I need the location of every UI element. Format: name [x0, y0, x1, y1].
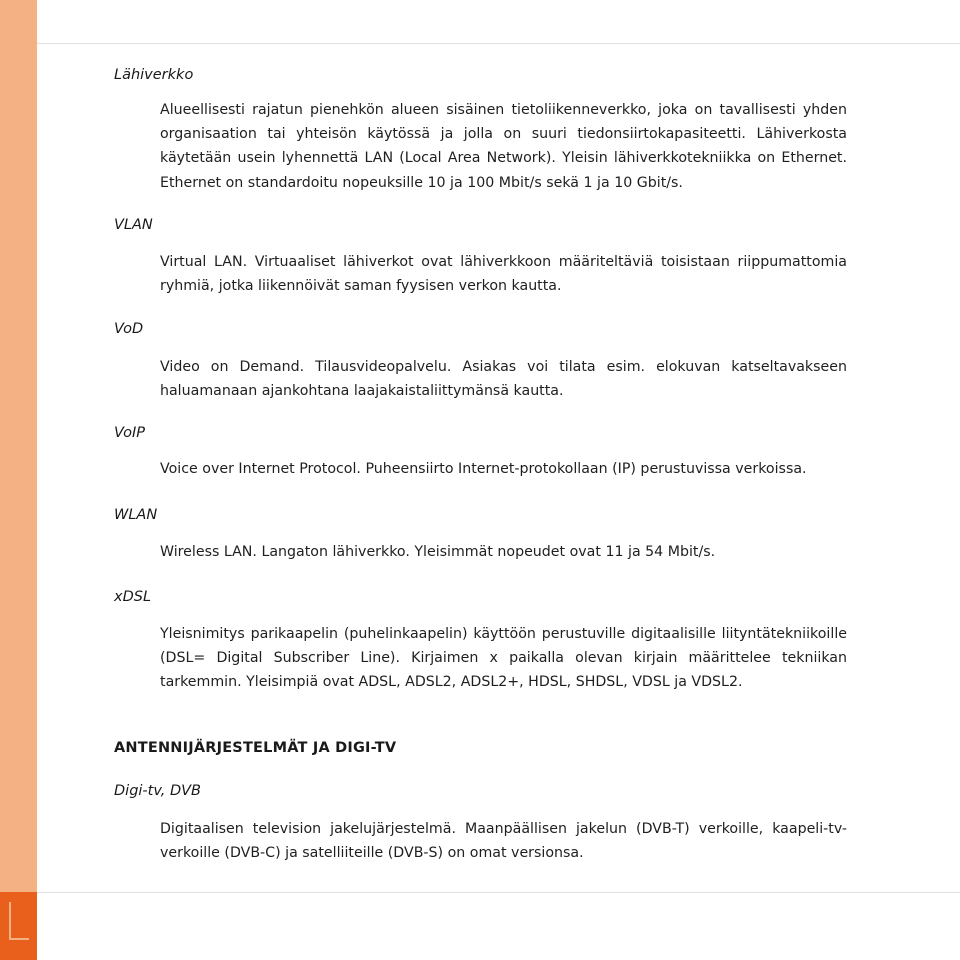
glossary-definition — [160, 98, 847, 195]
definition-text: Digitaalisen television jakelujärjestelmä. Maanpäällisen jakelun (DVB-T) verkoille, kaapeli-tv-verkoille (DVB-C) ja satelliiteille (DVB-S) on omat versionsa. — [160, 821, 847, 862]
glossary-definition — [160, 250, 847, 298]
top-divider — [37, 43, 960, 44]
definition-text: Video on Demand. Tilausvideopalvelu. Asiakas voi tilata esim. elokuvan katseltavakseen haluamanaan ajankohtana laajakaistaliittymänsä kautta. — [160, 359, 847, 400]
corner-bracket-icon — [9, 902, 29, 940]
definition-text: Yleisnimitys parikaapelin (puhelinkaapelin) käyttöön perustuville digitaalisille liityntätekniikoille (DSL= Digital Subscriber Line). Kirjaimen x paikalla olevan kirjain määrittelee tekniikan tarkemmin. Yleisimpiä ovat ADSL, ADSL2, ADSL2+, HDSL, SHDSL, VDSL ja VDSL2. — [160, 626, 847, 691]
definition-text: Voice over Internet Protocol. Puheensiirto Internet-protokollaan (IP) perustuvissa verkoissa. — [160, 461, 807, 477]
definition-text: Alueellisesti rajatun pienehkön alueen sisäinen tietoliikenneverkko, joka on tavallisesti yhden organisaation tai yhteisön käytössä ja jolla on suuri tiedonsiirtokapasiteetti. Lähiverkosta käytetään usein lyhennettä LAN (Local Area Network). Yleisin lähiverkkotekniikka on Ethernet. Ethernet on standardoitu nopeuksille 10 ja 100 Mbit/s sekä 1 ja 10 Gbit/s. — [160, 102, 847, 191]
glossary-definition — [160, 817, 847, 865]
glossary-definition — [160, 355, 847, 403]
definition-text: Virtual LAN. Virtuaaliset lähiverkot ovat lähiverkkoon määriteltäviä toisistaan riippumattomia ryhmiä, jotka liikennöivät saman fyysisen verkon kautta. — [160, 254, 847, 295]
glossary-definition — [160, 540, 847, 564]
glossary-term: VLAN — [114, 217, 153, 233]
side-color-band — [0, 0, 37, 960]
glossary-term: xDSL — [114, 589, 152, 605]
glossary-term: VoIP — [114, 425, 145, 441]
glossary-term: WLAN — [114, 507, 158, 523]
glossary-term: Lähiverkko — [114, 67, 194, 83]
glossary-term: Digi-tv, DVB — [114, 783, 201, 799]
glossary-definition — [160, 622, 847, 695]
bottom-divider — [37, 892, 960, 893]
section-heading: ANTENNIJÄRJESTELMÄT JA DIGI-TV — [114, 740, 397, 756]
glossary-term: VoD — [114, 321, 144, 337]
definition-text: Wireless LAN. Langaton lähiverkko. Yleisimmät nopeudet ovat 11 ja 54 Mbit/s. — [160, 544, 716, 560]
glossary-definition — [160, 457, 847, 481]
